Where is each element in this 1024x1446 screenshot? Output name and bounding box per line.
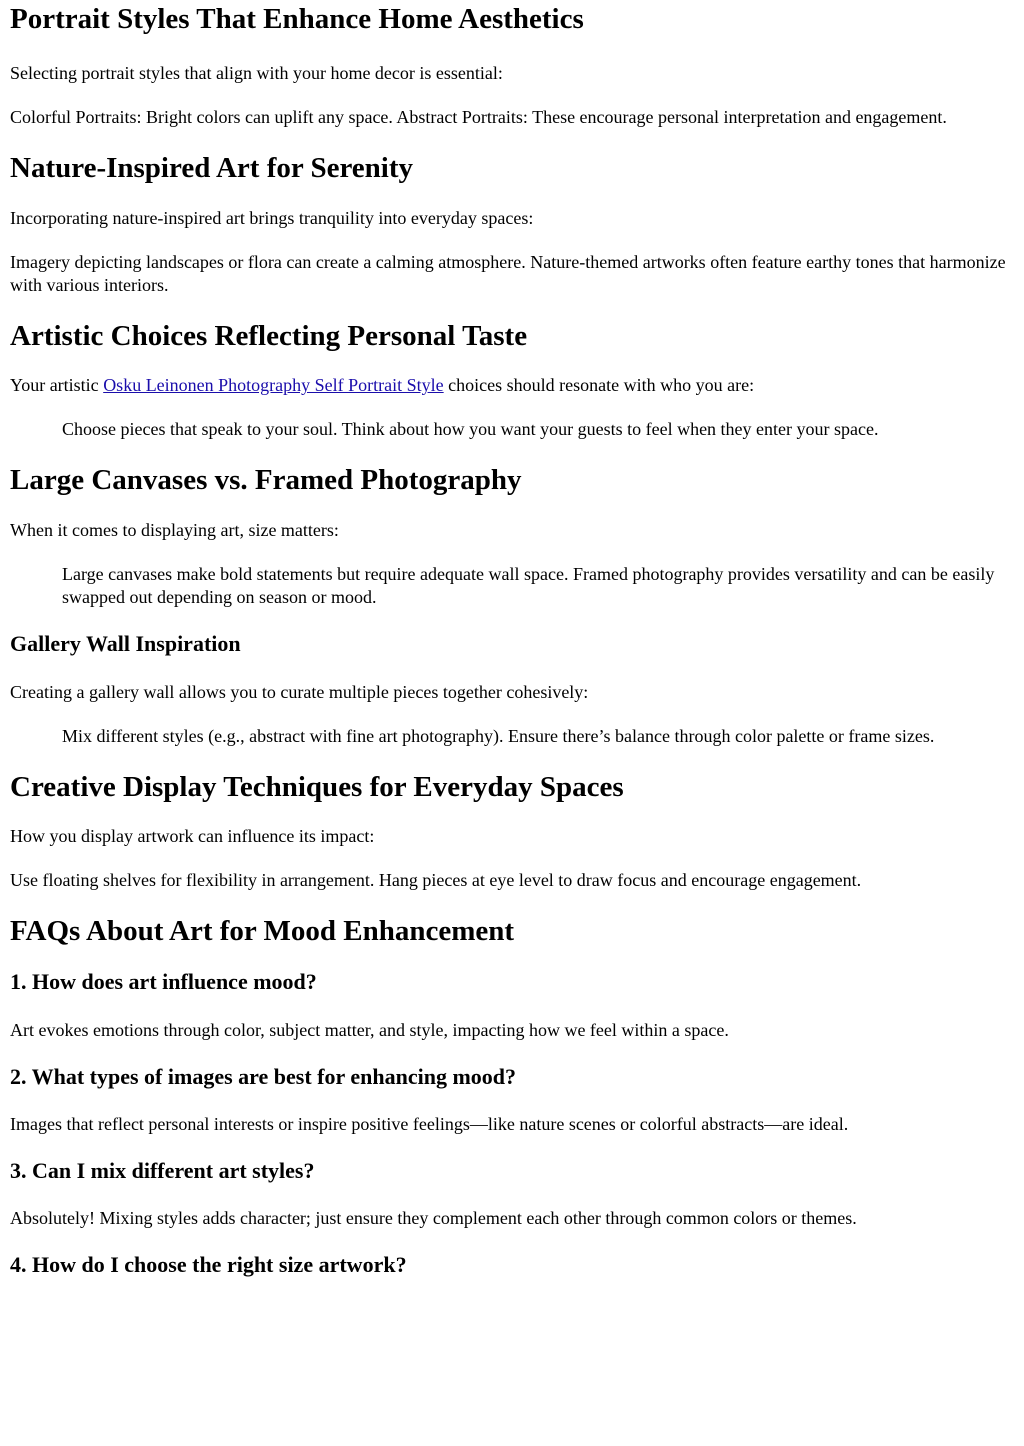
portrait-style-link[interactable]: Osku Leinonen Photography Self Portrait Style xyxy=(103,375,444,396)
faq-question: 1. How does art influence mood? xyxy=(10,969,317,995)
faq-answer: Art evokes emotions through color, subject matter, and style, impacting how we feel within a space. xyxy=(10,1019,729,1040)
paragraph: Creating a gallery wall allows you to curate multiple pieces together cohesively: xyxy=(10,681,589,702)
section-title-faqs: FAQs About Art for Mood Enhancement xyxy=(10,915,515,948)
faq-answer: Absolutely! Mixing styles adds character; just ensure they complement each other through common colors or themes. xyxy=(10,1208,857,1229)
blockquote: Choose pieces that speak to your soul. Think about how you want your guests to feel when they enter your space. xyxy=(62,419,879,440)
paragraph xyxy=(10,374,1014,397)
paragraph: Incorporating nature-inspired art brings tranquility into everyday spaces: xyxy=(10,207,534,228)
section-title-nature: Nature-Inspired Art for Serenity xyxy=(10,151,414,184)
section-title-gallery: Gallery Wall Inspiration xyxy=(10,631,241,657)
paragraph: How you display artwork can influence its impact: xyxy=(10,826,375,847)
section-title-portrait: Portrait Styles That Enhance Home Aesthetics xyxy=(10,3,584,35)
text-span: choices should resonate with who you are: xyxy=(443,375,755,396)
section-title-display: Creative Display Techniques for Everyday Spaces xyxy=(10,770,624,803)
paragraph: Imagery depicting landscapes or flora can create a calming atmosphere. Nature-themed artworks often feature earthy tones that harmonize with various interiors. xyxy=(10,251,1006,295)
paragraph: Use floating shelves for flexibility in arrangement. Hang pieces at eye level to draw focus and encourage engagement. xyxy=(10,870,862,891)
faq-question: 4. How do I choose the right size artwork? xyxy=(10,1252,407,1278)
paragraph: Colorful Portraits: Bright colors can uplift any space. Abstract Portraits: These encourage personal interpretation and engagement. xyxy=(10,106,947,127)
faq-question: 3. Can I mix different art styles? xyxy=(10,1157,315,1183)
blockquote: Large canvases make bold statements but require adequate wall space. Framed photography provides versatility and can be easily swapped out depending on season or mood. xyxy=(62,564,995,608)
paragraph: Selecting portrait styles that align with your home decor is essential: xyxy=(10,62,503,83)
section-title-artistic: Artistic Choices Reflecting Personal Taste xyxy=(10,319,528,352)
section-title-canvases: Large Canvases vs. Framed Photography xyxy=(10,464,522,497)
faq-question: 2. What types of images are best for enhancing mood? xyxy=(10,1063,516,1089)
blockquote: Mix different styles (e.g., abstract with fine art photography). Ensure there’s balance through color palette or frame sizes. xyxy=(62,725,935,746)
faq-answer: Images that reflect personal interests or inspire positive feelings—like nature scenes or colorful abstracts—are ideal. xyxy=(10,1113,849,1134)
text-span: Your artistic xyxy=(10,375,104,396)
paragraph: When it comes to displaying art, size matters: xyxy=(10,520,339,541)
